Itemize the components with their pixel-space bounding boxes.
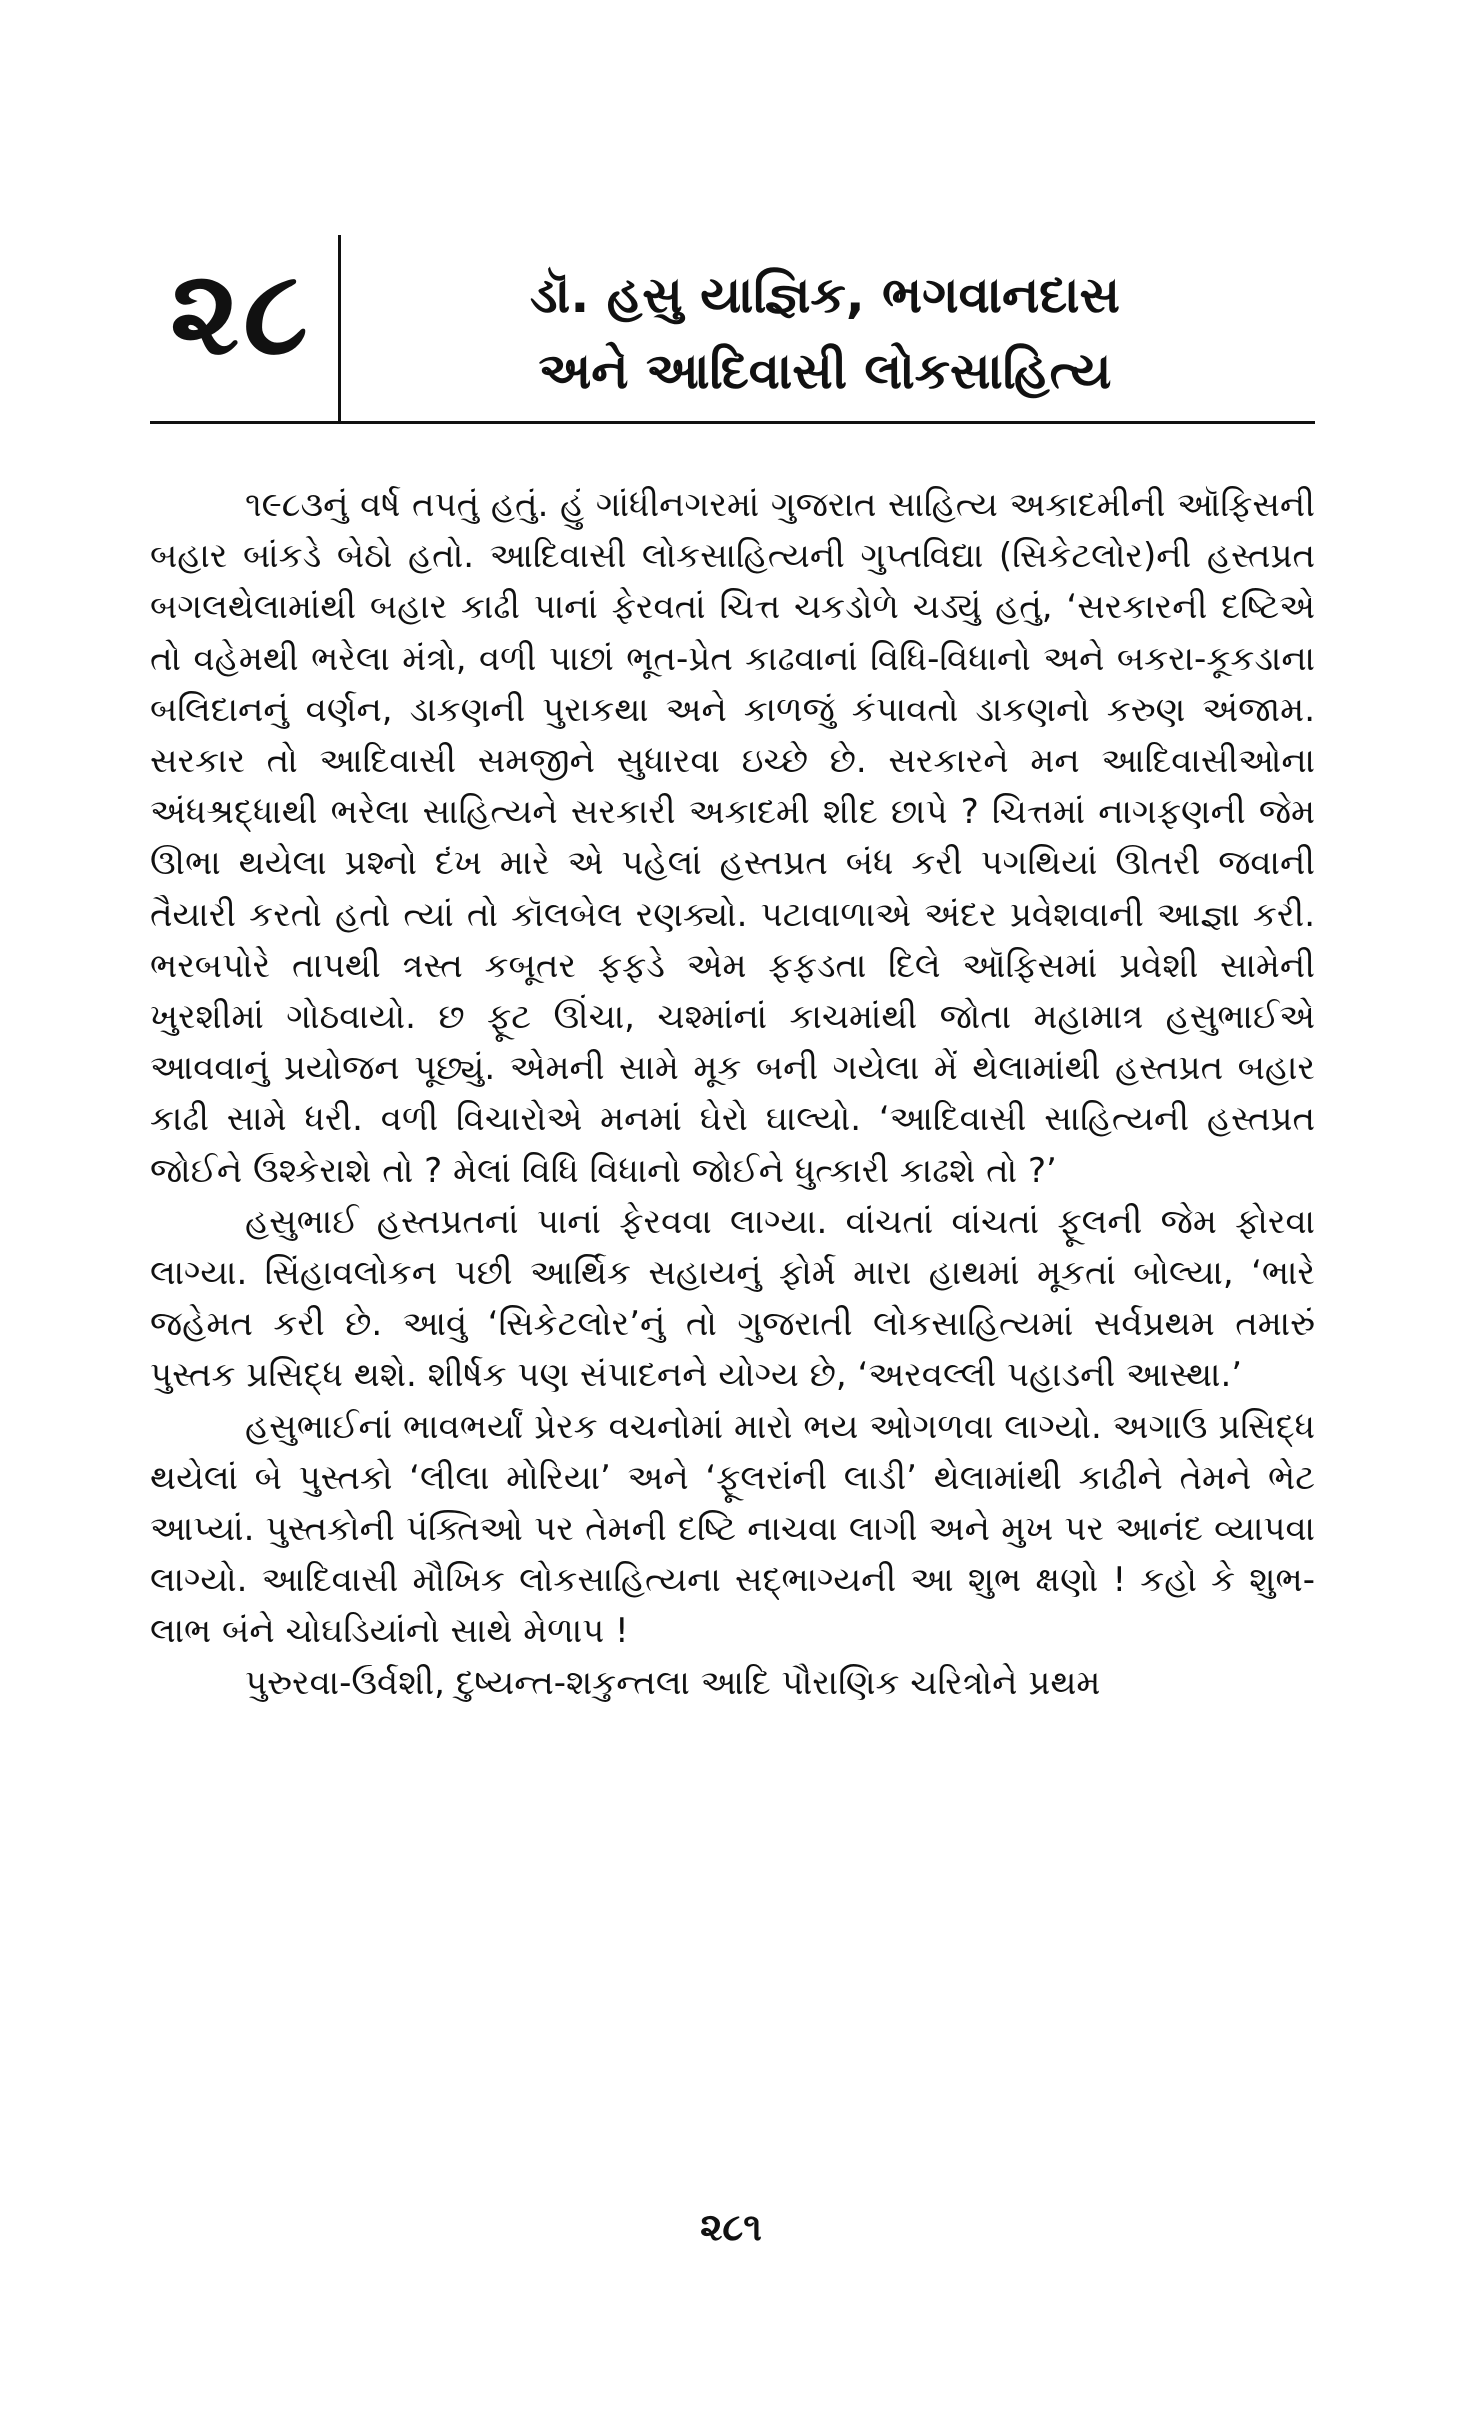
paragraph-2: હસુભાઈ હસ્તપ્રતનાં પાનાં ફેરવવા લાગ્યા. વાંચતાં વાંચતાં ફૂલની જેમ ફોરવા લાગ્યા. સિંહાવલોકન પછી આર્થિક સહાયનું ફોર્મ મારા હાથમાં મૂકતાં બોલ્યા, ‘ભારે જહેમત કરી છે. આવું ‘સિકેટલોર’નું તો ગુજરાતી લોકસાહિત્યમાં સર્વપ્રથમ તમારું પુસ્તક પ્રસિદ્ધ થશે. શીર્ષક પણ સંપાદનને યોગ્ય છે, ‘અરવલ્લી પહાડની આસ્થા.’	[150, 1201, 1315, 1396]
paragraph-3: હસુભાઈનાં ભાવભર્યાં પ્રેરક વચનોમાં મારો ભય ઓગળવા લાગ્યો. અગાઉ પ્રસિદ્ધ થયેલાં બે પુસ્તકો ‘લીલા મોરિયા’ અને ‘ફૂલરાંની લાડી’ થેલામાંથી કાઢીને તેમને ભેટ આપ્યાં. પુસ્તકોની પંક્તિઓ પર તેમની દષ્ટિ નાચવા લાગી અને મુખ પર આનંદ વ્યાપવા લાગ્યો. આદિવાસી મૌખિક લોકસાહિત્યના સદ્‌ભાગ્યની આ શુભ ક્ષણો ! કહો કે શુભ-લાભ બંને ચોઘડિયાંનો સાથે મેળાપ !	[150, 1406, 1315, 1652]
chapter-title-line-2: અને આદિવાસી લોકસાહિત્ય	[538, 342, 1112, 400]
header-divider	[338, 235, 341, 421]
chapter-number: ૨૮	[170, 243, 313, 381]
body-text	[150, 480, 1315, 1709]
page-number: ૨૮૧	[700, 2205, 762, 2249]
paragraph-1: ૧૯૮૩નું વર્ષ તપતું હતું. હું ગાંધીનગરમાં ગુજરાત સાહિત્ય અકાદમીની ઑફિસની બહાર બાંકડે બેઠો હતો. આદિવાસી લોકસાહિત્યની ગુપ્તવિદ્યા (સિકેટલોર)ની હસ્તપ્રત બગલથેલામાંથી બહાર કાઢી પાનાં ફેરવતાં ચિત્ત ચકડોળે ચડ્યું હતું, ‘સરકારની દષ્ટિએ તો વહેમથી ભરેલા મંત્રો, વળી પાછાં ભૂત-પ્રેત કાઢવાનાં વિધિ-વિધાનો અને બકરા-કૂકડાના બલિદાનનું વર્ણન, ડાકણની પુરાકથા અને કાળજું કંપાવતો ડાકણનો કરુણ અંજામ. સરકાર તો આદિવાસી સમજીને સુધારવા ઇચ્છે છે. સરકારને મન આદિવાસીઓના અંધશ્રદ્ધાથી ભરેલા સાહિત્યને સરકારી અકાદમી શીદ છાપે ? ચિત્તમાં નાગફણની જેમ ઊભા થયેલા પ્રશ્નો દંખ મારે એ પહેલાં હસ્તપ્રત બંધ કરી પગથિયાં ઊતરી જવાની તૈયારી કરતો હતો ત્યાં તો કૉલબેલ રણક્યો. પટાવાળાએ અંદર પ્રવેશવાની આજ્ઞા કરી. ભરબપોરે તાપથી ત્રસ્ત કબૂતર ફફડે એમ ફફડતા દિલે ઑફિસમાં પ્રવેશી સામેની ખુરશીમાં ગોઠવાયો. છ ફૂટ ઊંચા, ચશ્માંનાં કાચમાંથી જોતા મહામાત્ર હસુભાઈએ આવવાનું પ્રયોજન પૂછ્યું. એમની સામે મૂક બની ગયેલા મેં થેલામાંથી હસ્તપ્રત બહાર કાઢી સામે ધરી. વળી વિચારોએ મનમાં ઘેરો ઘાલ્યો. ‘આદિવાસી સાહિત્યની હસ્તપ્રત જોઈને ઉશ્કેરાશે તો ? મેલાં વિધિ વિધાનો જોઈને ધુત્કારી કાઢશે તો ?’	[150, 485, 1315, 1191]
chapter-title	[355, 257, 1295, 409]
chapter-header	[150, 235, 1315, 424]
chapter-title-line-1: ડૉ. હસુ યાજ્ઞિક, ભગવાનદાસ	[529, 266, 1120, 324]
paragraph-4: પુરુરવા-ઉર્વશી, દુષ્યન્ત-શકુન્તલા આદિ પૌરાણિક ચરિત્રોને પ્રથમ	[245, 1662, 1101, 1703]
